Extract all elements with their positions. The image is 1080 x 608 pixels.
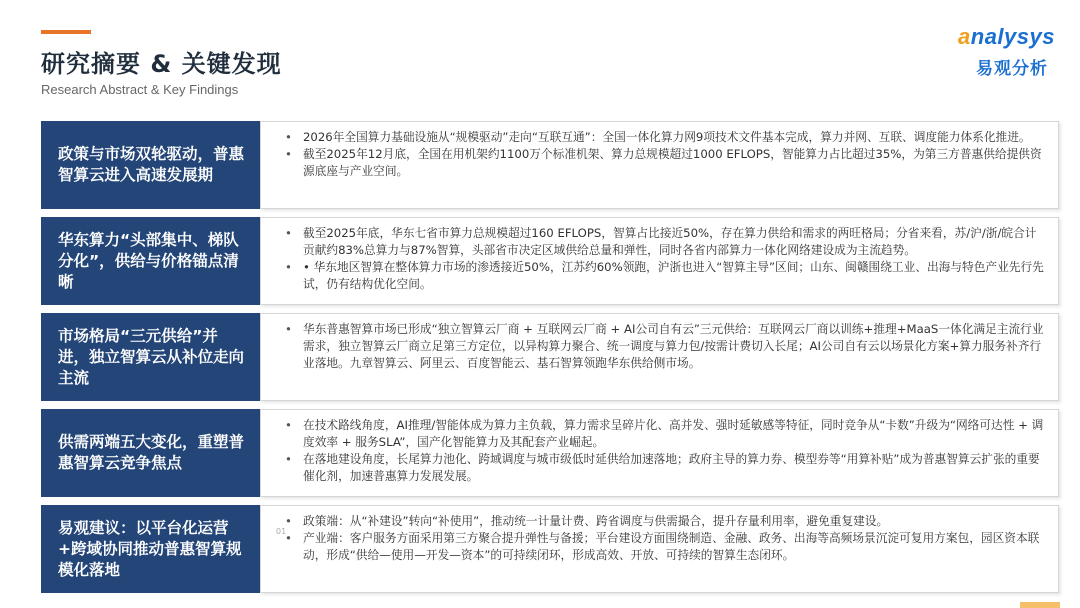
corner-accent [1020,602,1060,608]
finding-content [260,313,1059,401]
finding-row [41,217,1059,305]
finding-bullet: • 华东普惠智算市场已形成“独立智算云厂商 + 互联网云厂商 + AI公司自有云”三元供给：互联网云厂商以训练+推理+MaaS一体化满足主流行业需求，独立智算云厂商立足第三方定位，以异构算力聚合、统一调度与算力包/按需计费切入长尾；AI公司自有云以场景化方案+算力服务补齐行业落地。九章智算云、阿里云、百度智能云、基石智算领跑华东供给侧市场。 [285,321,1044,372]
finding-content [260,409,1059,497]
page-number: 01 [276,527,287,536]
finding-row [41,313,1059,401]
brand-logo [958,24,1058,84]
finding-row [41,121,1059,209]
page-title: 研究摘要 & 关键发现 [41,50,282,78]
logo-chinese-name: 易观分析 [976,59,1048,79]
finding-content [260,217,1059,305]
title-accent-bar [41,30,91,34]
finding-label: 政策与市场双轮驱动，普惠智算云进入高速发展期 [41,121,260,209]
page-subtitle: Research Abstract & Key Findings [41,82,239,97]
finding-row [41,505,1059,593]
finding-content [260,505,1059,593]
finding-label: 供需两端五大变化，重塑普惠智算云竞争焦点 [41,409,260,497]
finding-bullet: • 在技术路线角度，AI推理/智能体成为算力主负载，算力需求呈碎片化、高并发、强时延敏感等特征，同时竞争从“卡数”升级为“网络可达性 + 调度效率 + 服务SLA”，国产化智能算力及其配套产业崛起。 [285,417,1044,451]
finding-label: 易观建议：以平台化运营+跨域协同推动普惠智算规模化落地 [41,505,260,593]
finding-bullet: • 2026年全国算力基础设施从“规模驱动”走向“互联互通”：全国一体化算力网9项技术文件基本完成，算力并网、互联、调度能力体系化推进。 [285,129,1044,146]
finding-content [260,121,1059,209]
finding-bullet: • 产业端：客户服务方面采用第三方聚合提升弹性与备援；平台建设方面围绕制造、金融、政务、出海等高频场景沉淀可复用方案包，园区资本联动，形成“供给—使用—开发—资本”的可持续闭环，形成高效、开放、可持续的智算生态闭环。 [285,530,1044,564]
finding-label: 市场格局“三元供给”并进，独立智算云从补位走向主流 [41,313,260,401]
finding-bullet: • • 华东地区智算在整体算力市场的渗透接近50%，江苏约60%领跑，沪浙也进入“智算主导”区间；山东、闽赣围绕工业、出海与特色产业先行先试，仍有结构优化空间。 [285,259,1044,293]
finding-bullet: • 截至2025年底，华东七省市算力总规模超过160 EFLOPS，智算占比接近50%，存在算力供给和需求的两旺格局；分省来看，苏/沪/浙/皖合计贡献约83%总算力与87%智算，头部省市决定区域供给总量和弹性，同时各省内部算力一体化网络建设成为主流趋势。 [285,225,1044,259]
finding-bullet: • 在落地建设角度，长尾算力池化、跨域调度与城市级低时延供给加速落地；政府主导的算力券、模型券等“用算补贴”成为普惠智算云扩张的重要催化剂，加速普惠算力发展发展。 [285,451,1044,485]
logo-wordmark: analysys [958,24,1055,49]
finding-label: 华东算力“头部集中、梯队分化”，供给与价格锚点清晰 [41,217,260,305]
finding-bullet: • 政策端：从“补建设”转向“补使用”，推动统一计量计费、跨省调度与供需撮合，提升存量利用率，避免重复建设。 [285,513,1044,530]
finding-bullet: • 截至2025年12月底，全国在用机架约1100万个标准机架、算力总规模超过1000 EFLOPS，智能算力占比超过35%，为第三方普惠供给提供资源底座与产业空间。 [285,146,1044,180]
finding-row [41,409,1059,497]
